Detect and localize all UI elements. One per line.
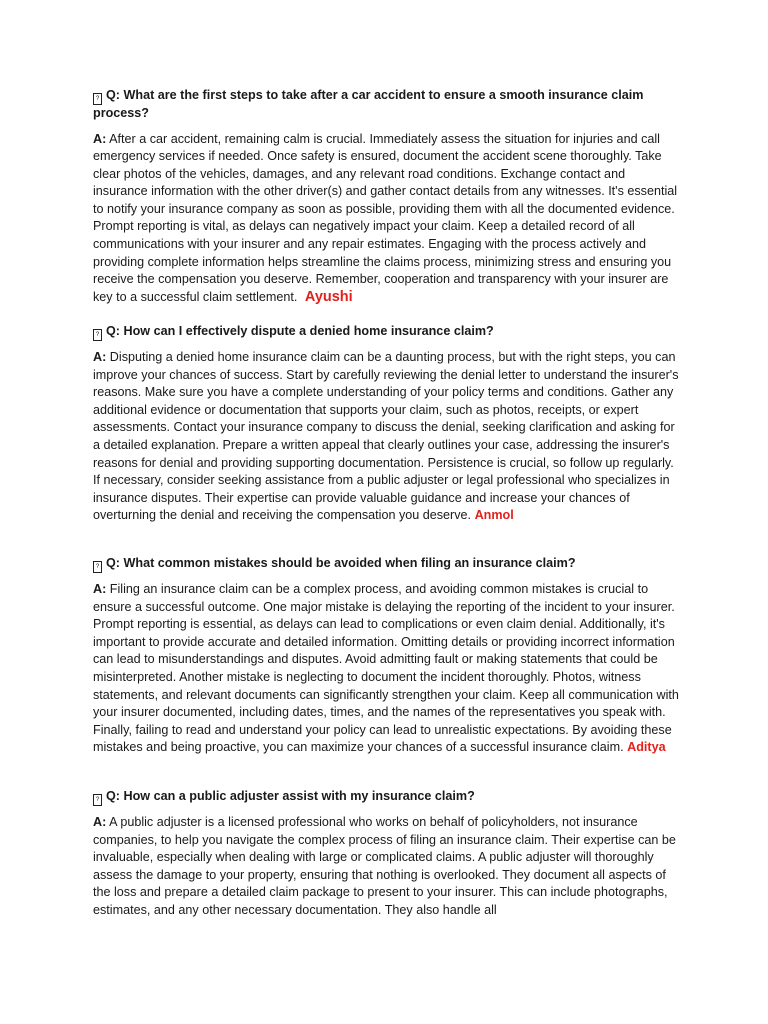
answer-prefix: A:	[93, 815, 107, 829]
question	[93, 555, 683, 573]
answer	[93, 349, 683, 525]
question-text: Q: How can a public adjuster assist with my insurance claim?	[106, 789, 475, 803]
answer	[93, 581, 683, 757]
question	[93, 788, 683, 806]
answer-prefix: A:	[93, 582, 107, 596]
box-glyph-icon: ?	[93, 329, 102, 341]
question-text: Q: How can I effectively dispute a denied home insurance claim?	[106, 324, 494, 338]
box-glyph-icon: ?	[93, 561, 102, 573]
qa-item	[93, 87, 683, 306]
answer-prefix: A:	[93, 350, 107, 364]
qa-item	[93, 323, 683, 525]
answer-text: Disputing a denied home insurance claim can be a daunting process, but with the right steps, you can improve your chances of success. Start by carefully reviewing the denial letter to understand the insurer's reasons. Make sure you have a complete understanding of your policy terms and conditions. Gather any additional evidence or documentation that supports your claim, such as photos, receipts, or expert assessments. Contact your insurance company to discuss the denial, seeking clarification and asking for a detailed explanation. Prepare a written appeal that clearly outlines your case, addressing the insurer's reasons for denial and providing supporting documentation. Persistence is crucial, so follow up regularly. If necessary, consider seeking assistance from a public adjuster or legal professional who specializes in insurance disputes. Their expertise can provide valuable guidance and increase your chances of overturning the denial and receiving the compensation you deserve.	[93, 350, 679, 523]
question	[93, 323, 683, 341]
author-name: Aditya	[627, 740, 666, 755]
answer-text: After a car accident, remaining calm is crucial. Immediately assess the situation for injuries and call emergency services if needed. Once safety is ensured, document the accident scene thoroughly. Take clear photos of the vehicles, damages, and any relevant road conditions. Exchange contact and insurance information with the other driver(s) and gather contact details from any witnesses. It's essential to notify your insurance company as soon as possible, providing them with all the documented evidence. Prompt reporting is vital, as delays can negatively impact your claim. Keep a detailed record of all communications with your insurer and any repair estimates. Engaging with the process actively and providing complete information helps streamline the claims process, minimizing stress and ensuring you receive the compensation you deserve. Remember, cooperation and transparency with your insurer are key to a successful claim settlement.	[93, 131, 678, 304]
author-name: Anmol	[474, 508, 514, 523]
answer-text: A public adjuster is a licensed professional who works on behalf of policyholders, not insurance companies, to help you navigate the complex process of filing an insurance claim. Their expertise can be invaluable, especially when dealing with large or complicated claims. A public adjuster will thoroughly assess the damage to your property, ensuring that nothing is overlooked. They document all aspects of the loss and prepare a detailed claim package to present to your insurer. This can include photographs, estimates, and any other necessary documentation. They also handle all	[93, 815, 676, 917]
author-name: Ayushi	[304, 288, 353, 305]
qa-item	[93, 555, 683, 757]
answer-prefix: A:	[93, 131, 107, 146]
question	[93, 87, 683, 123]
answer-text: Filing an insurance claim can be a complex process, and avoiding common mistakes is crucial to ensure a successful outcome. One major mistake is delaying the reporting of the incident to your insurer. Prompt reporting is essential, as delays can lead to complications or even claim denial. Additionally, it's important to provide accurate and detailed information. Omitting details or providing incorrect information can lead to misunderstandings and disputes. Avoid admitting fault or making statements that could be misinterpreted. Another mistake is neglecting to document the incident thoroughly. Photos, witness statements, and relevant documents can significantly strengthen your claim. Keep all communication with your insurer documented, including dates, times, and the names of the representatives you speak with. Finally, failing to read and understand your policy can lead to unrealistic expectations. By avoiding these mistakes and being proactive, you can maximize your chances of a successful insurance claim.	[93, 582, 679, 755]
question-text: Q: What common mistakes should be avoided when filing an insurance claim?	[106, 556, 576, 570]
qa-item	[93, 788, 683, 920]
box-glyph-icon: ?	[93, 794, 102, 806]
answer	[93, 131, 683, 307]
answer	[93, 814, 683, 920]
box-glyph-icon: ?	[93, 93, 102, 105]
question-text: Q: What are the first steps to take after a car accident to ensure a smooth insurance claim process?	[93, 88, 644, 120]
